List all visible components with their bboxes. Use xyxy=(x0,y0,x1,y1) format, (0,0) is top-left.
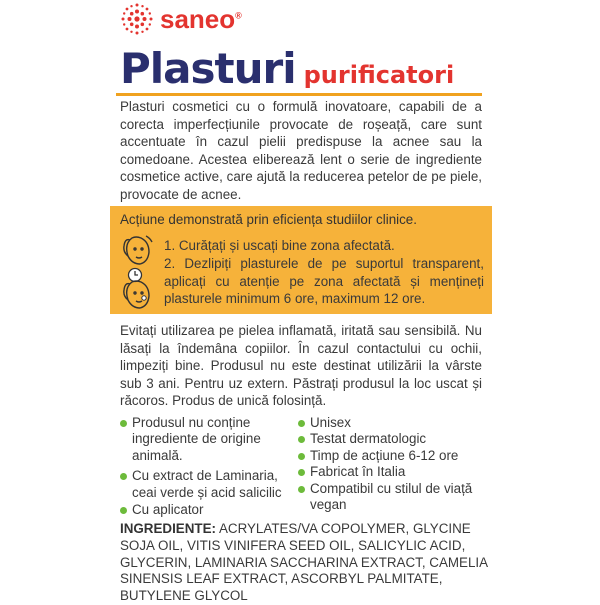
title-main: Plasturi xyxy=(120,44,296,93)
intro-paragraph: Plasturi cosmetici cu o formulă inovatoare, capabili de a corecta imperfecțiunile provocate de roșeață, care sunt accentuate în cazul pielii predispuse la acnee sau la comedoane. Acestea eliberează lent o serie de ingrediente cosmetice active, care ajută la reducerea petelor de pe piele, provocate de acnee. xyxy=(120,99,482,202)
clinical-step-1: 1. Curățați și uscați bine zona afectată. xyxy=(164,238,395,253)
list-item xyxy=(296,448,486,464)
feature-text: Cu extract de Laminaria, ceai verde și acid salicilic xyxy=(132,468,282,500)
brand-name-text: saneo xyxy=(160,3,236,34)
list-item xyxy=(118,502,290,518)
feature-text: Fabricat în Italia xyxy=(310,464,406,480)
registered-mark: ® xyxy=(235,9,242,20)
list-item xyxy=(118,415,290,464)
ingredients-text: ACRYLATES/VA COPOLYMER, GLYCINE SOJA OIL, VITIS VINIFERA SEED OIL, SALICYLIC ACID, GLYCERIN, LAMINARIA SACCHARINA EXTRACT, CAMELIA SINENSIS LEAF EXTRACT, ASCORBYL PALMITATE, BUTYLENE GLYCOL xyxy=(120,521,488,604)
list-item xyxy=(296,481,486,514)
list-item xyxy=(118,468,290,501)
ingredients-label: INGREDIENTE: xyxy=(120,521,216,536)
bullet-dot xyxy=(298,469,305,476)
bullet-dot xyxy=(298,436,305,443)
title-sub: purificatori xyxy=(303,61,455,89)
bullet-dot xyxy=(120,420,127,427)
feature-text: Timp de acțiune 6-12 ore xyxy=(310,447,459,463)
saneo-sun-icon xyxy=(120,2,154,36)
features-left-list xyxy=(118,415,290,518)
feature-text: Compatibil cu stilul de viață vegan xyxy=(310,480,473,513)
features-right-list xyxy=(296,415,486,513)
feature-text: Produsul nu conține ingrediente de origine animală. xyxy=(132,415,261,463)
brand-name xyxy=(160,4,242,35)
feature-text: Testat dermatologic xyxy=(310,431,427,447)
list-item xyxy=(296,431,486,447)
list-item xyxy=(296,464,486,480)
title-divider xyxy=(116,93,482,96)
warning-paragraph: Evitați utilizarea pe pielea inflamată, iritată sau sensibilă. Nu lăsați la îndemâna copiilor. În cazul contactului cu ochii, limpeziți bine. Produsul nu este destinat utilizării la vârste sub 3 ani. Pentru uz extern. Păstrați produsul la loc uscat și răcoros. Produs de unică folosință. xyxy=(120,323,482,409)
bullet-dot xyxy=(120,507,127,514)
bullet-dot xyxy=(298,453,305,460)
clinical-step-2: 2. Dezlipiți plasturele de pe suportul transparent, aplicați cu atenție pe zona afectată și mențineți plasturele minimum 6 ore, maximum 12 ore. xyxy=(164,256,484,307)
brand-logo xyxy=(120,2,242,36)
feature-text: Cu aplicator xyxy=(132,502,204,518)
clinical-heading: Acțiune demonstrată prin eficiența studiilor clinice. xyxy=(120,212,417,227)
bullet-dot xyxy=(120,473,127,480)
face-patch-icon xyxy=(118,278,158,314)
page-title xyxy=(120,44,454,93)
list-item xyxy=(296,415,486,431)
feature-text: Unisex xyxy=(310,415,351,430)
bullet-dot xyxy=(298,486,305,493)
bullet-dot xyxy=(298,420,305,427)
ingredients-block xyxy=(120,521,490,605)
face-washing-icon xyxy=(118,230,158,270)
